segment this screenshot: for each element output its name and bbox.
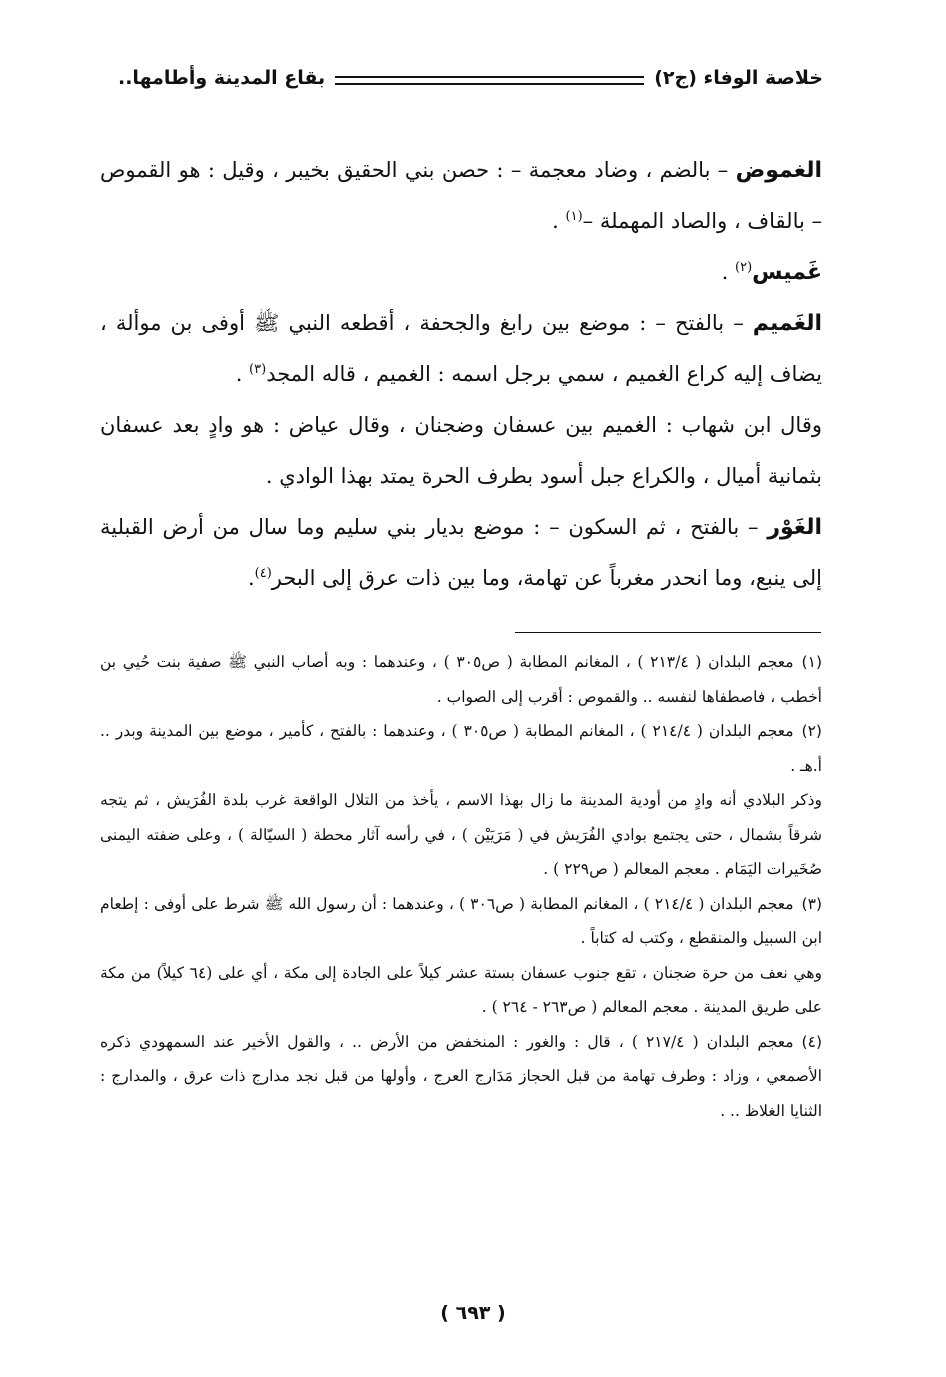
- footnote-ref: (٤): [254, 566, 272, 581]
- entry-headword: الغَميم: [752, 311, 822, 336]
- footnote-ref: (٢): [735, 260, 753, 275]
- header-double-rule: [335, 76, 644, 85]
- footnote-3: [100, 887, 822, 956]
- footnote-number: (٢): [801, 722, 822, 740]
- entry-text: – بالفتح ، ثم السكون – : موضع بديار بني سليم وما سال من أرض القبلية إلى ينبع، وما انحدر مغرباً عن تهامة، وما بين ذات عرق إلى البحر: [100, 515, 822, 590]
- footnote-text: وذكر البلادي أنه وادٍ من أودية المدينة ما زال بهذا الاسم ، يأخذ من التلال الواقعة غرب بلدة الفُرَيش ، ثم يتجه شرقاً بشمال ، حتى يجتمع بوادي الفُرَيش في ( مَرَيَيْن ) ، في رأسه آثار محطة ( السيّالة ) ، وعلى ضفته اليمنى صُخَيرات اليَمَام . معجم المعالم ( ص٢٢٩ ) .: [100, 791, 822, 878]
- footnote-text: معجم البلدان ( ٢١٣/٤ ) ، المغانم المطابة ( ص٣٠٥ ) ، وعندهما : وبه أصاب النبي ﷺ صفية بنت حُيي بن أخطب ، فاصطفاها لنفسه .. والقموص : أقرب إلى الصواب .: [100, 653, 822, 706]
- footnote-number: (١): [801, 653, 822, 671]
- entry-headword: غَميس: [752, 260, 822, 285]
- running-header: [118, 60, 823, 96]
- footnote-text: وهي نعف من حرة ضجنان ، تقع جنوب عسفان بستة عشر كيلاً على الجادة إلى مكة ، أي على (٦٤ كيلاً) من مكة على طريق المدينة . معجم المعالم ( ص٢٦٣ - ٢٦٤ ) .: [100, 963, 822, 1016]
- entry-ghawr: [100, 502, 822, 604]
- header-book-title: خلاصة الوفاء (ج٢): [654, 67, 823, 89]
- entry-text: وقال ابن شهاب : الغميم بين عسفان وضجنان ، وقال عياض : هو وادٍ بعد عسفان بثمانية أميال ، والكراع جبل أسود بطرف الحرة يمتد بهذا الوادي .: [100, 413, 822, 488]
- footnote-2: [100, 714, 822, 783]
- footnotes: [100, 645, 822, 1128]
- page-number: ( ٦٩٣ ): [440, 1302, 506, 1324]
- entry-ghumud: [100, 145, 822, 247]
- footnote-1: [100, 645, 822, 714]
- footnote-text: معجم البلدان ( ٢١٤/٤ ) ، المغانم المطابة ( ص٣٠٥ ) ، وعندهما : بالفتح ، كأمير ، موضع بين المدينة وبدر .. أ.هـ .: [100, 722, 822, 775]
- entry-headword: الغموض: [735, 158, 822, 183]
- footnote-3-extra: [100, 956, 822, 1025]
- entry-tail: .: [235, 362, 250, 386]
- entry-text: – بالضم ، وضاد معجمة – : حصن بني الحقيق بخيبر ، وقيل : هو القموص – بالقاف ، والصاد المهملة –: [100, 158, 822, 233]
- footnote-text: معجم البلدان ( ٢١٤/٤ ) ، المغانم المطابة ( ص٣٠٦ ) ، وعندهما : أن رسول الله ﷺ شرط على أوفى : إطعام ابن السبيل والمنقطع ، وكتب له كتاباً .: [100, 894, 822, 947]
- footnote-separator: [515, 632, 821, 633]
- header-section-title: بقاع المدينة وأطامها..: [118, 67, 326, 89]
- entry-ghamis: [100, 247, 822, 298]
- entry-ghamim-continued: [100, 400, 822, 502]
- footnote-ref: (٣): [249, 362, 267, 377]
- main-text: [100, 145, 822, 604]
- footnote-2-extra: [100, 783, 822, 887]
- entry-tail: .: [247, 566, 255, 590]
- footnote-4: [100, 1025, 822, 1129]
- entry-text: – بالفتح – : موضع بين رابغ والجحفة ، أقطعه النبي ﷺ أوفى بن موألة ، يضاف إليه كراع الغميم ، سمي برجل اسمه : الغميم ، قاله المجد: [100, 311, 822, 386]
- entry-tail: .: [721, 260, 735, 284]
- footnote-ref: (١): [565, 209, 583, 224]
- entry-headword: الغَوْر: [767, 515, 822, 540]
- footnote-number: (٣): [801, 894, 822, 913]
- footnote-number: (٤): [801, 1032, 822, 1051]
- entry-tail: .: [552, 209, 566, 233]
- entry-ghamim: [100, 298, 822, 400]
- footnote-text: معجم البلدان ( ٢١٧/٤ ) ، قال : والغور : المنخفض من الأرض .. ، والقول الأخير عند السمهودي ذكره الأصمعي ، وزاد : وطرف تهامة من قبل الحجاز مَدَارج العرج ، وأولها من قبل نجد مدارج ذات عرق ، والمدارج : الثنايا الغلاظ .. .: [100, 1032, 822, 1120]
